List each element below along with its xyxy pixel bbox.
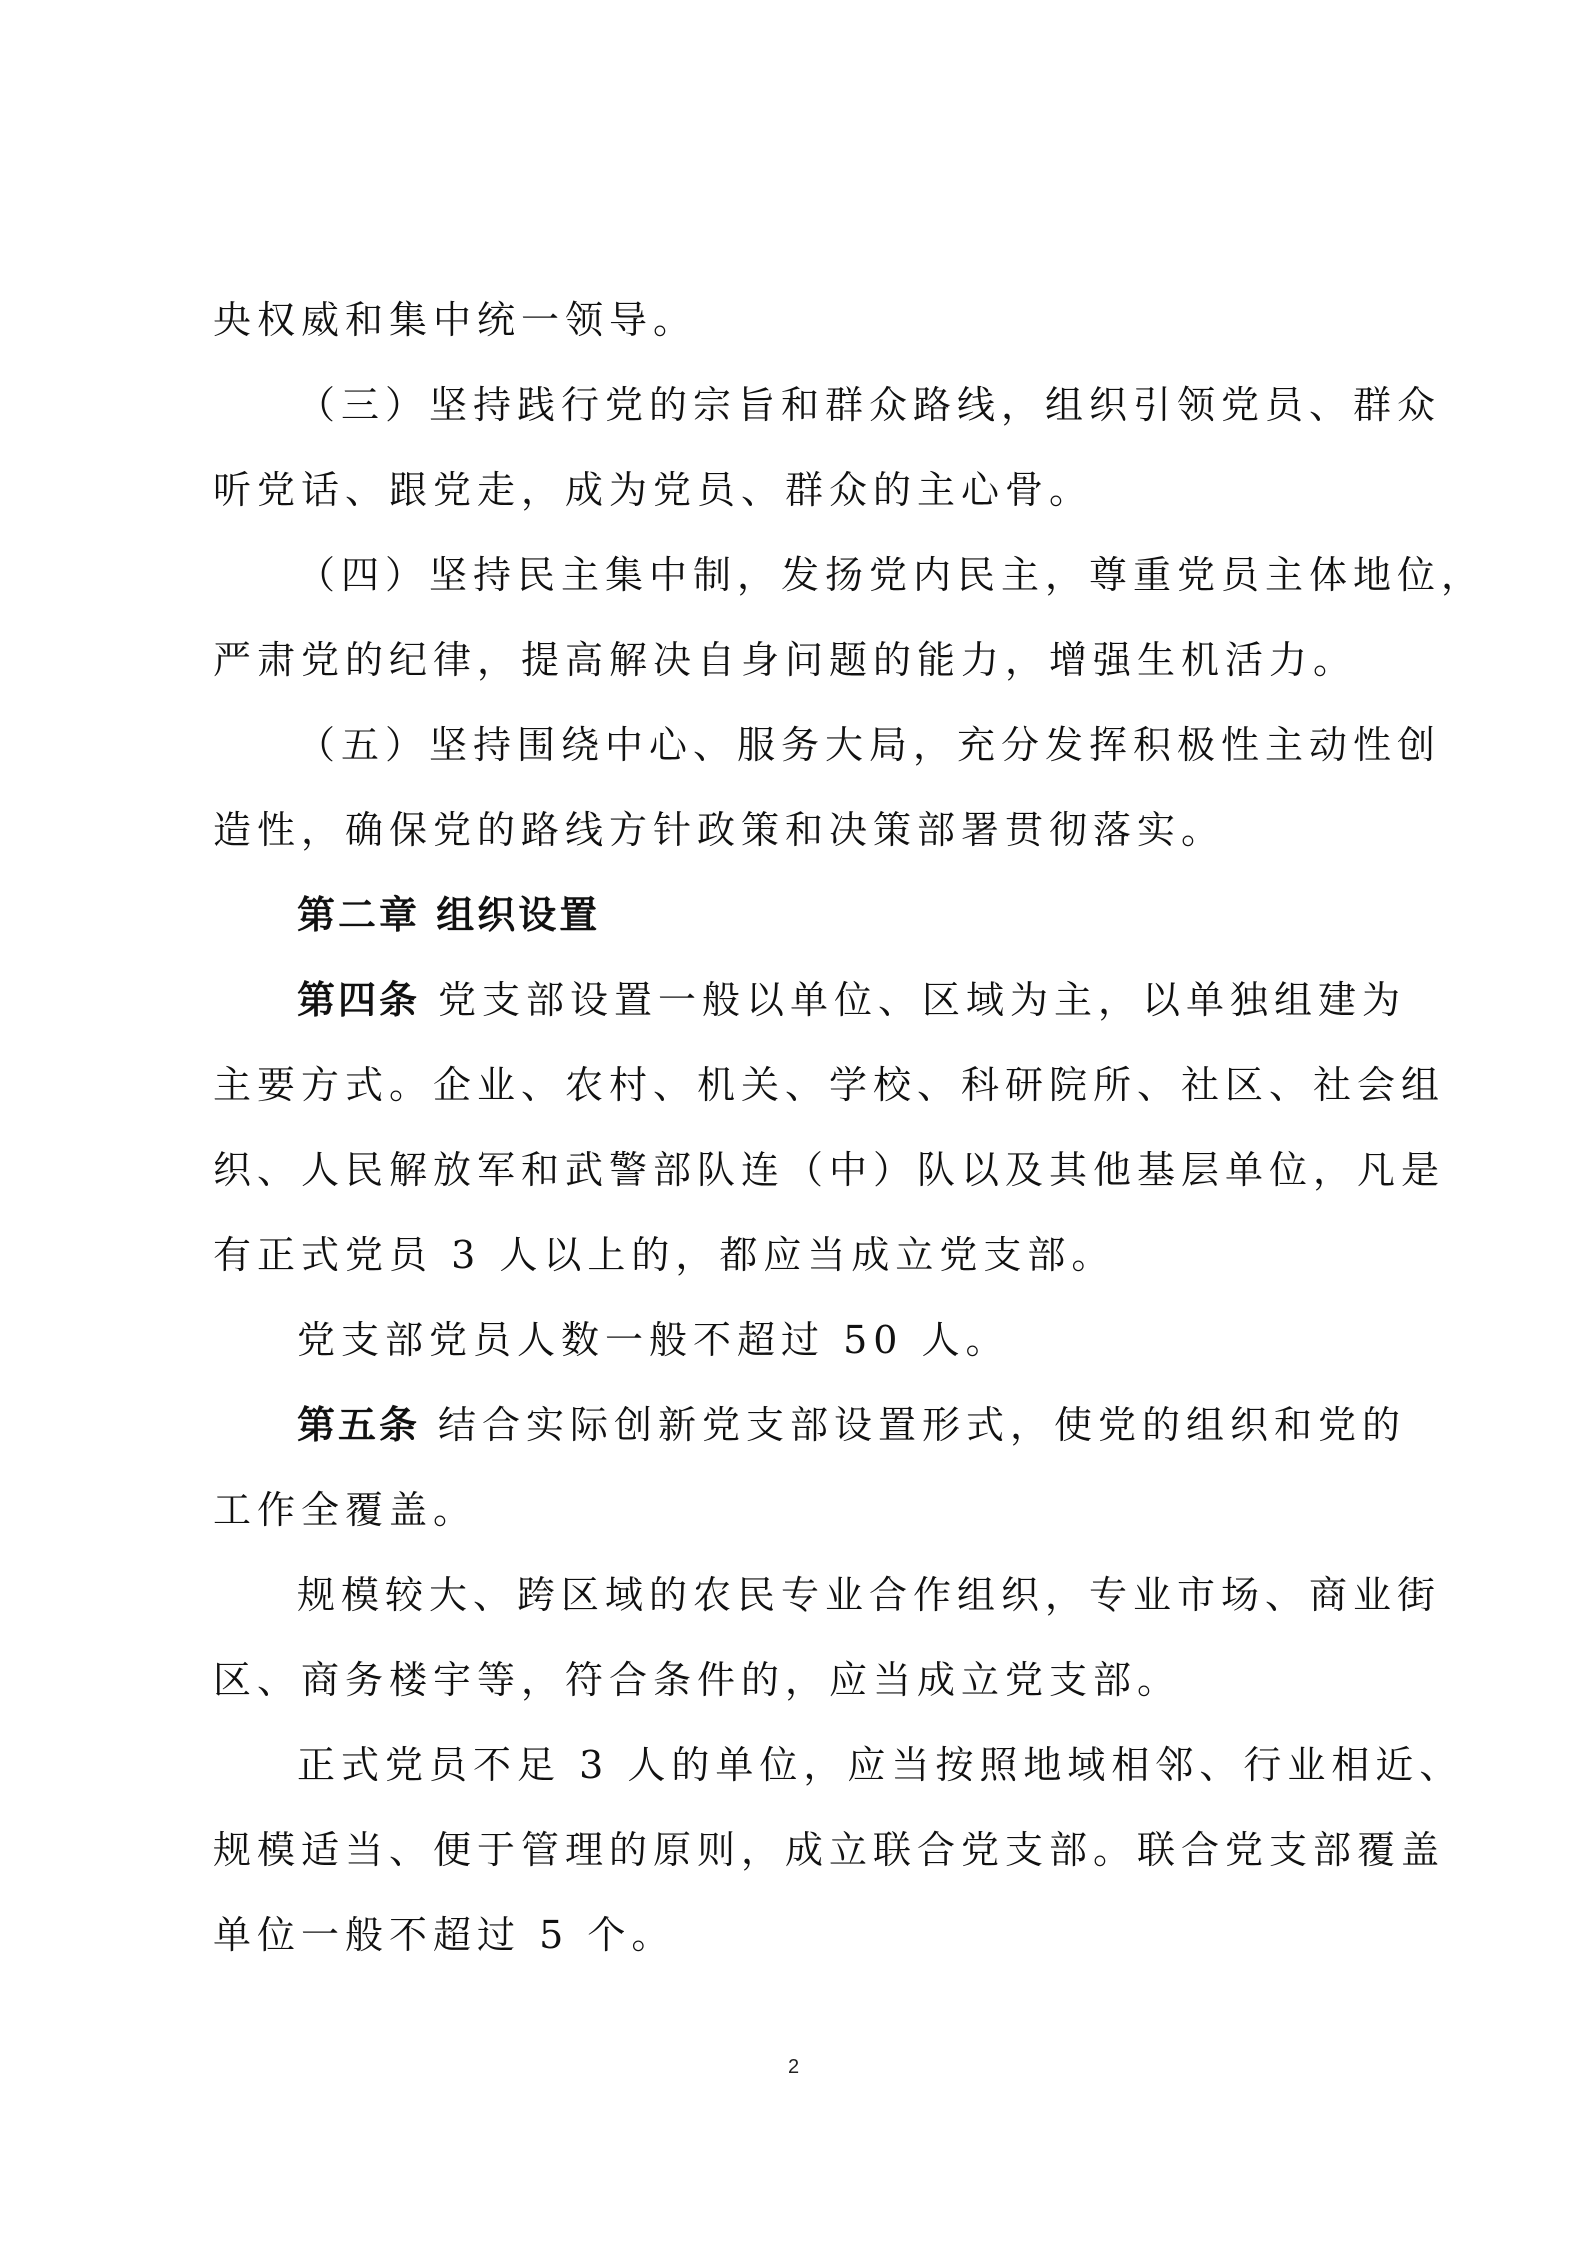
paragraph-line: （四）坚持民主集中制，发扬党内民主，尊重党员主体地位， (297, 553, 1486, 597)
paragraph-line: 单位一般不超过 5 个。 (213, 1913, 676, 1957)
paragraph-line: 严肃党的纪律，提高解决自身问题的能力，增强生机活力。 (213, 638, 1358, 682)
chapter-heading: 第二章 组织设置 (297, 892, 601, 937)
paragraph-line: 有正式党员 3 人以上的，都应当成立党支部。 (213, 1233, 1116, 1277)
page-number: 2 (787, 2056, 800, 2078)
paragraph-line: （三）坚持践行党的宗旨和群众路线，组织引领党员、群众 (297, 383, 1442, 427)
article-5-text: 结合实际创新党支部设置形式，使党的组织和党的 (438, 1403, 1407, 1447)
paragraph-line: 工作全覆盖。 (213, 1488, 478, 1532)
paragraph-line: 织、人民解放军和武警部队连（中）队以及其他基层单位，凡是 (213, 1148, 1446, 1192)
paragraph-line: 规模较大、跨区域的农民专业合作组织，专业市场、商业街 (297, 1573, 1442, 1617)
paragraph-line: 主要方式。企业、农村、机关、学校、科研院所、社区、社会组 (213, 1063, 1446, 1107)
article-4-first-line (297, 970, 1407, 1030)
paragraph-line: 区、商务楼宇等，符合条件的，应当成立党支部。 (213, 1658, 1182, 1702)
article-4-text: 党支部设置一般以单位、区域为主，以单独组建为 (438, 978, 1407, 1022)
paragraph-line: （五）坚持围绕中心、服务大局，充分发挥积极性主动性创 (297, 723, 1442, 767)
article-4-label: 第四条 (297, 977, 421, 1022)
paragraph-line: 党支部党员人数一般不超过 50 人。 (297, 1318, 1010, 1362)
article-5-label: 第五条 (297, 1402, 421, 1447)
paragraph-line: 听党话、跟党走，成为党员、群众的主心骨。 (213, 468, 1094, 512)
paragraph-line: 正式党员不足 3 人的单位，应当按照地域相邻、行业相近、 (297, 1743, 1464, 1787)
article-5-first-line (297, 1395, 1407, 1455)
paragraph-line: 央权威和集中统一领导。 (213, 298, 698, 342)
paragraph-line: 规模适当、便于管理的原则，成立联合党支部。联合党支部覆盖 (213, 1828, 1446, 1872)
paragraph-line: 造性，确保党的路线方针政策和决策部署贯彻落实。 (213, 808, 1226, 852)
